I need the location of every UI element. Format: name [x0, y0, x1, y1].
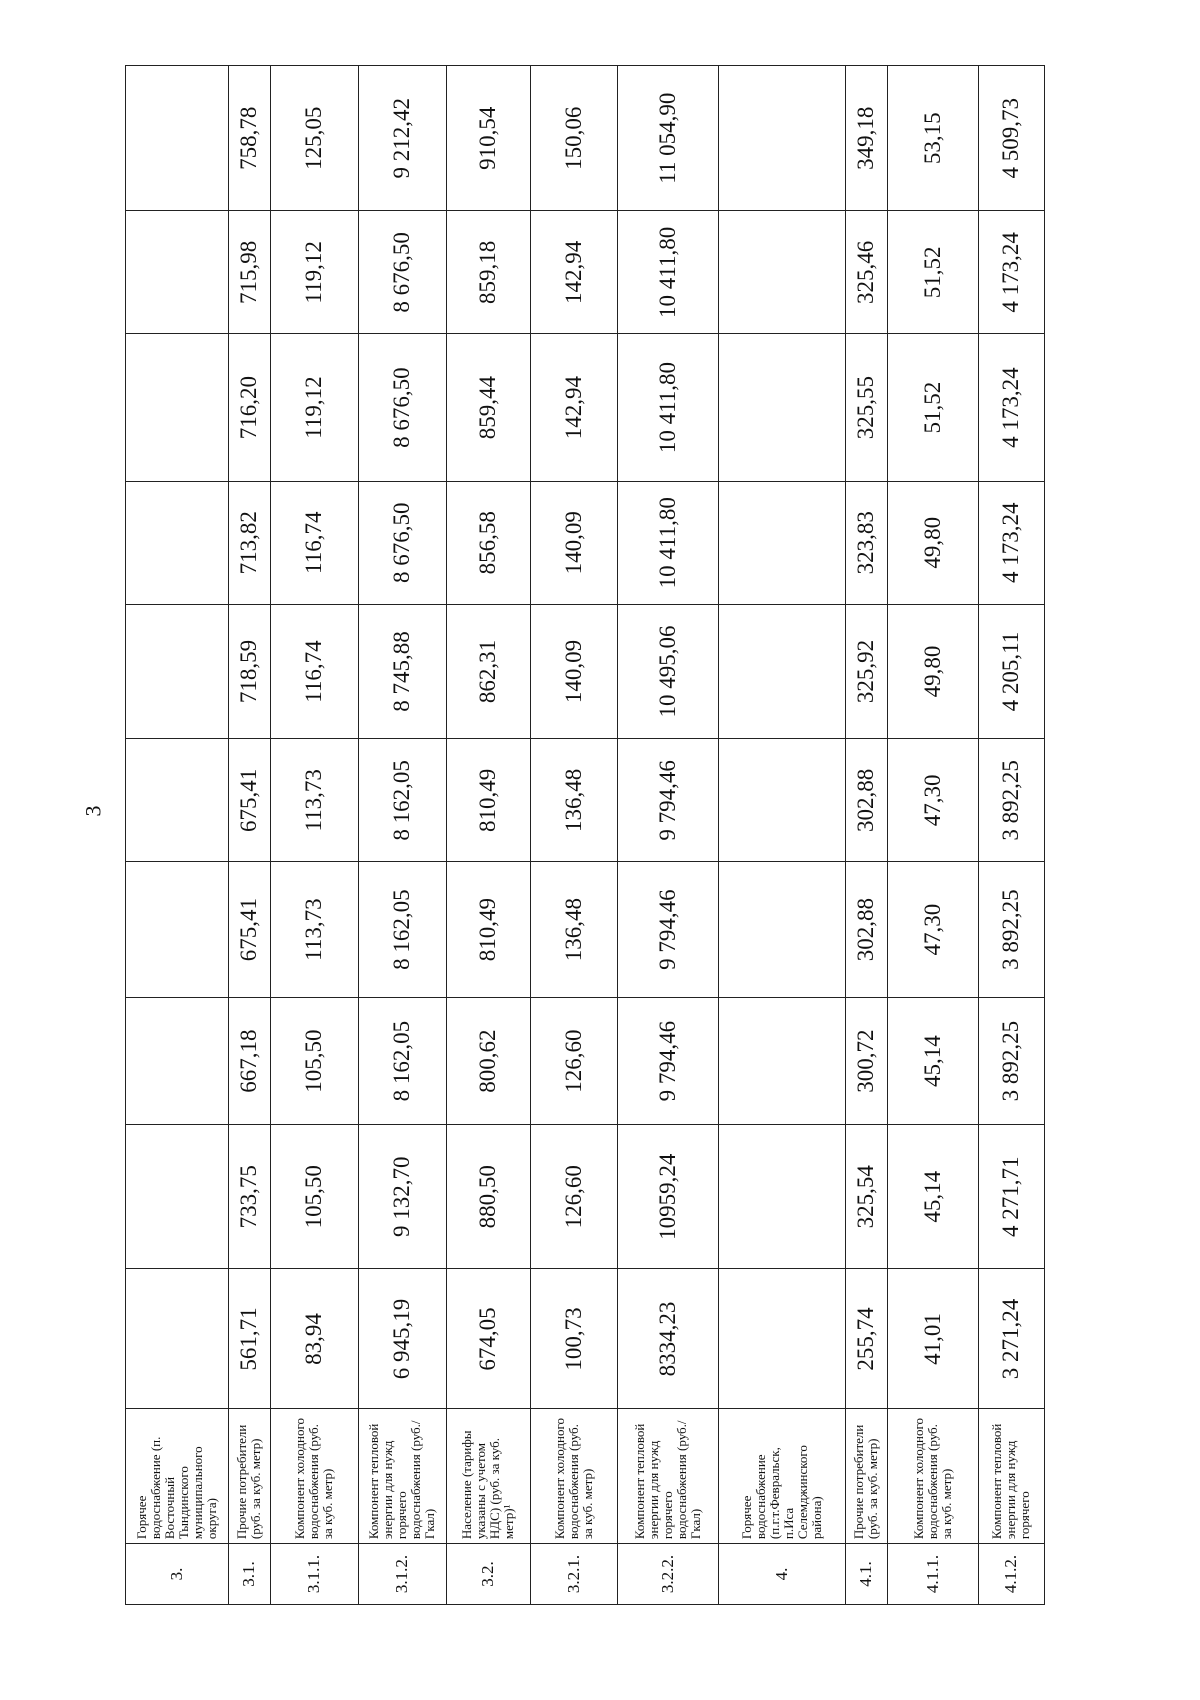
- tariff-value-cell: [718, 1269, 845, 1409]
- tariff-value-cell: 105,50: [270, 997, 358, 1124]
- row-number: 4.1.: [845, 1544, 887, 1605]
- tariff-value-cell: 856,58: [446, 481, 530, 604]
- tariff-value-cell: 140,09: [531, 604, 618, 739]
- tariff-value-cell: 126,60: [531, 1125, 618, 1269]
- tariff-value-cell: [126, 862, 229, 998]
- tariff-value-cell: 126,60: [531, 997, 618, 1124]
- tariff-value-cell: 3 892,25: [978, 739, 1044, 862]
- tariff-value-cell: 11 054,90: [617, 66, 718, 211]
- tariff-value-cell: [126, 481, 229, 604]
- tariff-value-cell: 859,18: [446, 211, 530, 334]
- tariff-value-cell: 3 892,25: [978, 862, 1044, 998]
- tariff-value-cell: 733,75: [229, 1125, 271, 1269]
- tariff-value-cell: 6 945,19: [358, 1269, 446, 1409]
- tariff-value-cell: 255,74: [845, 1269, 887, 1409]
- row-label: Компонент тепловой энергии для нужд горячего водоснабжения (руб./Гкал): [617, 1409, 718, 1544]
- tariff-value-cell: [126, 334, 229, 481]
- tariff-value-cell: 100,73: [531, 1269, 618, 1409]
- tariff-value-cell: [718, 997, 845, 1124]
- tariff-value-cell: 300,72: [845, 997, 887, 1124]
- tariff-value-cell: 325,92: [845, 604, 887, 739]
- row-label: Прочие потребители (руб. за куб. метр): [229, 1409, 271, 1544]
- tariff-value-cell: 49,80: [887, 604, 978, 739]
- tariff-value-cell: 10 411,80: [617, 334, 718, 481]
- row-label: Горячее водоснабжение (п.г.т.Февральск, п.Иса Селемджинского района): [718, 1409, 845, 1544]
- tariff-value-cell: [718, 66, 845, 211]
- tariff-value-cell: 10 411,80: [617, 481, 718, 604]
- tariff-value-cell: [126, 739, 229, 862]
- tariff-value-cell: [718, 862, 845, 998]
- tariff-value-cell: 47,30: [887, 862, 978, 998]
- tariff-value-cell: 10 495,06: [617, 604, 718, 739]
- row-number: 3.2.: [446, 1544, 530, 1605]
- table-row: [978, 66, 1044, 1605]
- tariff-value-cell: 10959,24: [617, 1125, 718, 1269]
- tariff-value-cell: 4 271,71: [978, 1125, 1044, 1269]
- tariff-value-cell: 136,48: [531, 862, 618, 998]
- row-label: Прочие потребители (руб. за куб. метр): [845, 1409, 887, 1544]
- tariff-value-cell: 142,94: [531, 211, 618, 334]
- tariff-value-cell: 9 794,46: [617, 862, 718, 998]
- tariff-value-cell: 113,73: [270, 739, 358, 862]
- tariff-value-cell: 862,31: [446, 604, 530, 739]
- row-number: 3.1.: [229, 1544, 271, 1605]
- tariff-value-cell: [126, 604, 229, 739]
- tariff-value-cell: [718, 334, 845, 481]
- tariff-value-cell: 49,80: [887, 481, 978, 604]
- tariff-value-cell: 667,18: [229, 997, 271, 1124]
- tariff-value-cell: [126, 997, 229, 1124]
- table-row: [887, 66, 978, 1605]
- table-row: [358, 66, 446, 1605]
- tariff-value-cell: 8 162,05: [358, 739, 446, 862]
- tariff-value-cell: 105,50: [270, 1125, 358, 1269]
- tariff-value-cell: 713,82: [229, 481, 271, 604]
- tariff-table: [125, 65, 1045, 1605]
- row-number: 4.: [718, 1544, 845, 1605]
- row-number: 3.1.1.: [270, 1544, 358, 1605]
- tariff-value-cell: 125,05: [270, 66, 358, 211]
- row-label: Компонент холодного водоснабжения (руб. за куб. метр): [531, 1409, 618, 1544]
- tariff-value-cell: [718, 739, 845, 862]
- tariff-value-cell: 9 794,46: [617, 997, 718, 1124]
- tariff-value-cell: [126, 66, 229, 211]
- tariff-value-cell: 9 794,46: [617, 739, 718, 862]
- tariff-value-cell: 325,46: [845, 211, 887, 334]
- row-number: 4.1.1.: [887, 1544, 978, 1605]
- tariff-value-cell: 45,14: [887, 1125, 978, 1269]
- tariff-value-cell: 4 509,73: [978, 66, 1044, 211]
- tariff-value-cell: 51,52: [887, 334, 978, 481]
- tariff-value-cell: 675,41: [229, 739, 271, 862]
- tariff-value-cell: 8 162,05: [358, 862, 446, 998]
- tariff-table-body: [126, 66, 1045, 1605]
- table-row: [845, 66, 887, 1605]
- table-row: [531, 66, 618, 1605]
- tariff-value-cell: 800,62: [446, 997, 530, 1124]
- tariff-value-cell: 45,14: [887, 997, 978, 1124]
- tariff-value-cell: 47,30: [887, 739, 978, 862]
- tariff-value-cell: 4 173,24: [978, 481, 1044, 604]
- tariff-value-cell: 323,83: [845, 481, 887, 604]
- tariff-value-cell: 9 212,42: [358, 66, 446, 211]
- tariff-value-cell: 880,50: [446, 1125, 530, 1269]
- tariff-value-cell: 561,71: [229, 1269, 271, 1409]
- tariff-value-cell: 325,55: [845, 334, 887, 481]
- row-number: 4.1.2.: [978, 1544, 1044, 1605]
- tariff-value-cell: 8 676,50: [358, 211, 446, 334]
- table-row: [229, 66, 271, 1605]
- tariff-value-cell: 142,94: [531, 334, 618, 481]
- tariff-value-cell: 116,74: [270, 481, 358, 604]
- table-row: [446, 66, 530, 1605]
- row-label: Компонент холодного водоснабжения (руб. за куб. метр): [887, 1409, 978, 1544]
- tariff-value-cell: 718,59: [229, 604, 271, 739]
- tariff-value-cell: [126, 1125, 229, 1269]
- tariff-value-cell: 113,73: [270, 862, 358, 998]
- tariff-value-cell: 4 173,24: [978, 211, 1044, 334]
- tariff-value-cell: 325,54: [845, 1125, 887, 1269]
- tariff-value-cell: 119,12: [270, 211, 358, 334]
- tariff-value-cell: 716,20: [229, 334, 271, 481]
- tariff-value-cell: 3 271,24: [978, 1269, 1044, 1409]
- table-row: [617, 66, 718, 1605]
- tariff-value-cell: [126, 211, 229, 334]
- tariff-value-cell: 8 162,05: [358, 997, 446, 1124]
- tariff-value-cell: 83,94: [270, 1269, 358, 1409]
- row-label: Компонент тепловой энергии для нужд горячего: [978, 1409, 1044, 1544]
- tariff-value-cell: 758,78: [229, 66, 271, 211]
- row-label: Компонент холодного водоснабжения (руб. за куб. метр): [270, 1409, 358, 1544]
- tariff-value-cell: 810,49: [446, 862, 530, 998]
- tariff-value-cell: 116,74: [270, 604, 358, 739]
- tariff-value-cell: 349,18: [845, 66, 887, 211]
- tariff-value-cell: 4 173,24: [978, 334, 1044, 481]
- tariff-value-cell: 140,09: [531, 481, 618, 604]
- table-row: [270, 66, 358, 1605]
- tariff-value-cell: [718, 211, 845, 334]
- tariff-value-cell: 715,98: [229, 211, 271, 334]
- row-number: 3.2.2.: [617, 1544, 718, 1605]
- tariff-value-cell: 810,49: [446, 739, 530, 862]
- tariff-value-cell: 302,88: [845, 739, 887, 862]
- tariff-value-cell: [718, 1125, 845, 1269]
- tariff-value-cell: 8 745,88: [358, 604, 446, 739]
- tariff-value-cell: 675,41: [229, 862, 271, 998]
- row-label: Компонент тепловой энергии для нужд горячего водоснабжения (руб./Гкал): [358, 1409, 446, 1544]
- tariff-value-cell: [718, 604, 845, 739]
- table-row: [718, 66, 845, 1605]
- rotated-page-content: [125, 65, 1045, 1605]
- row-label: Население (тарифы указаны с учетом НДС) (руб. за куб. метр)¹: [446, 1409, 530, 1544]
- tariff-value-cell: 119,12: [270, 334, 358, 481]
- tariff-value-cell: 136,48: [531, 739, 618, 862]
- page-number: 3: [80, 805, 106, 817]
- row-number: 3.: [126, 1544, 229, 1605]
- tariff-value-cell: 910,54: [446, 66, 530, 211]
- tariff-value-cell: 53,15: [887, 66, 978, 211]
- tariff-value-cell: 859,44: [446, 334, 530, 481]
- tariff-value-cell: 51,52: [887, 211, 978, 334]
- tariff-value-cell: 41,01: [887, 1269, 978, 1409]
- tariff-value-cell: 8334,23: [617, 1269, 718, 1409]
- tariff-value-cell: [126, 1269, 229, 1409]
- tariff-value-cell: 4 205,11: [978, 604, 1044, 739]
- row-number: 3.2.1.: [531, 1544, 618, 1605]
- row-label: Горячее водоснабжение (п. Восточный Тындинского муниципального округа): [126, 1409, 229, 1544]
- table-row: [126, 66, 229, 1605]
- tariff-value-cell: 9 132,70: [358, 1125, 446, 1269]
- tariff-value-cell: 150,06: [531, 66, 618, 211]
- row-number: 3.1.2.: [358, 1544, 446, 1605]
- tariff-value-cell: 302,88: [845, 862, 887, 998]
- tariff-value-cell: 3 892,25: [978, 997, 1044, 1124]
- tariff-value-cell: 8 676,50: [358, 481, 446, 604]
- tariff-value-cell: 8 676,50: [358, 334, 446, 481]
- tariff-value-cell: [718, 481, 845, 604]
- tariff-value-cell: 674,05: [446, 1269, 530, 1409]
- tariff-value-cell: 10 411,80: [617, 211, 718, 334]
